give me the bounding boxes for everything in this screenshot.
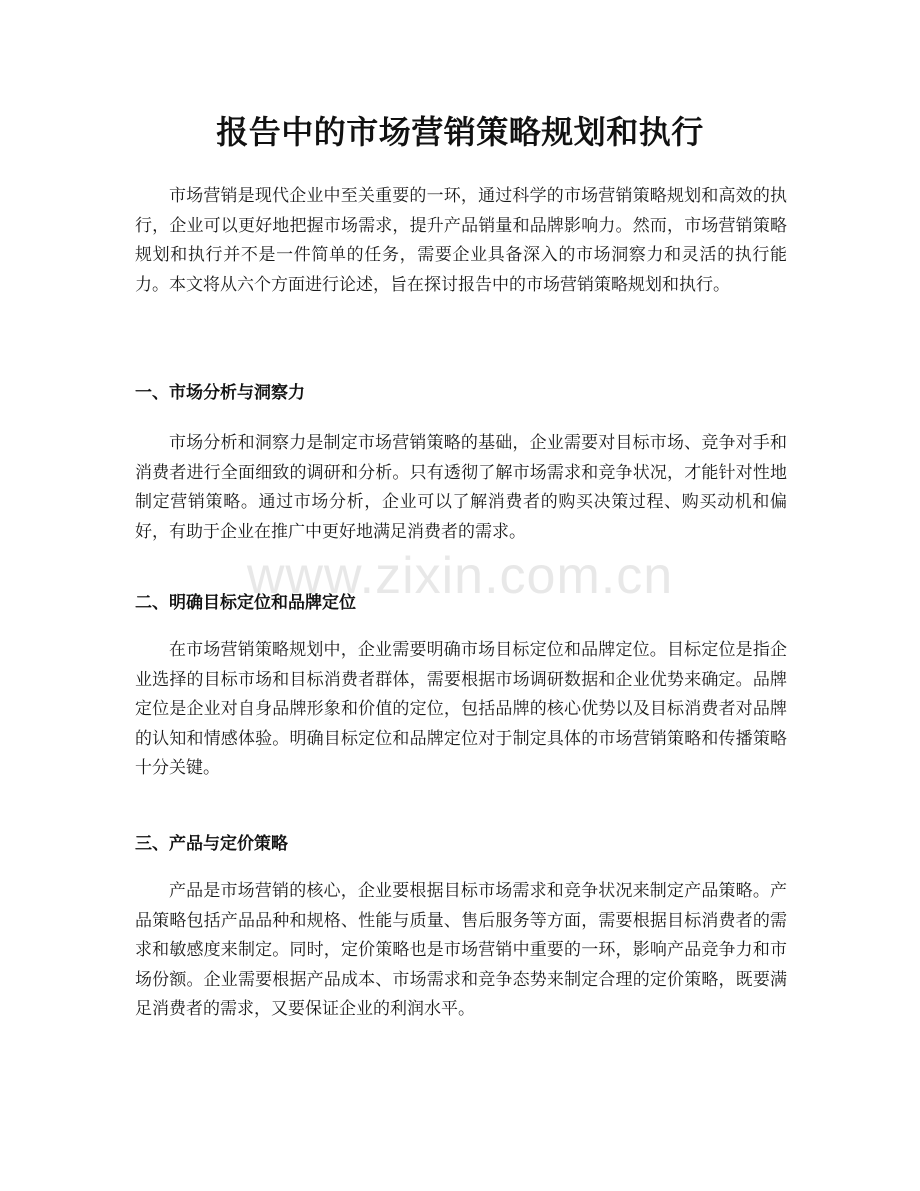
section-heading-1: 一、市场分析与洞察力 xyxy=(135,383,305,403)
section-body-1: 市场分析和洞察力是制定市场营销策略的基础，企业需要对目标市场、竞争对手和消费者进行全面细致的调研和分析。只有透彻了解市场需求和竞争状况，才能针对性地制定营销策略。通过市场分析，企业可以了解消费者的购买决策过程、购买动机和偏好，有助于企业在推广中更好地满足消费者的需求。 xyxy=(135,433,787,542)
section-body-2: 在市场营销策略规划中，企业需要明确市场目标定位和品牌定位。目标定位是指企业选择的目标市场和目标消费者群体，需要根据市场调研数据和企业优势来确定。品牌定位是企业对自身品牌形象和价值的定位，包括品牌的核心优势以及目标消费者对品牌的认知和情感体验。明确目标定位和品牌定位对于制定具体的市场营销策略和传播策略十分关键。 xyxy=(135,640,787,778)
intro-paragraph: 市场营销是现代企业中至关重要的一环，通过科学的市场营销策略规划和高效的执行，企业可以更好地把握市场需求，提升产品销量和品牌影响力。然而，市场营销策略规划和执行并不是一件简单的任务，需要企业具备深入的市场洞察力和灵活的执行能力。本文将从六个方面进行论述，旨在探讨报告中的市场营销策略规划和执行。 xyxy=(135,186,787,295)
section-heading-3: 三、产品与定价策略 xyxy=(135,834,288,854)
section-heading-2: 二、明确目标定位和品牌定位 xyxy=(135,593,356,613)
section-body-3: 产品是市场营销的核心，企业要根据目标市场需求和竞争状况来制定产品策略。产品策略包括产品品种和规格、性能与质量、售后服务等方面，需要根据目标消费者的需求和敏感度来制定。同时，定价策略也是市场营销中重要的一环，影响产品竞争力和市场份额。企业需要根据产品成本、市场需求和竞争态势来制定合理的定价策略，既要满足消费者的需求，又要保证企业的利润水平。 xyxy=(135,881,787,1019)
page-title: 报告中的市场营销策略规划和执行 xyxy=(216,113,704,151)
watermark-text: www.zixin.com.cn xyxy=(246,547,674,605)
